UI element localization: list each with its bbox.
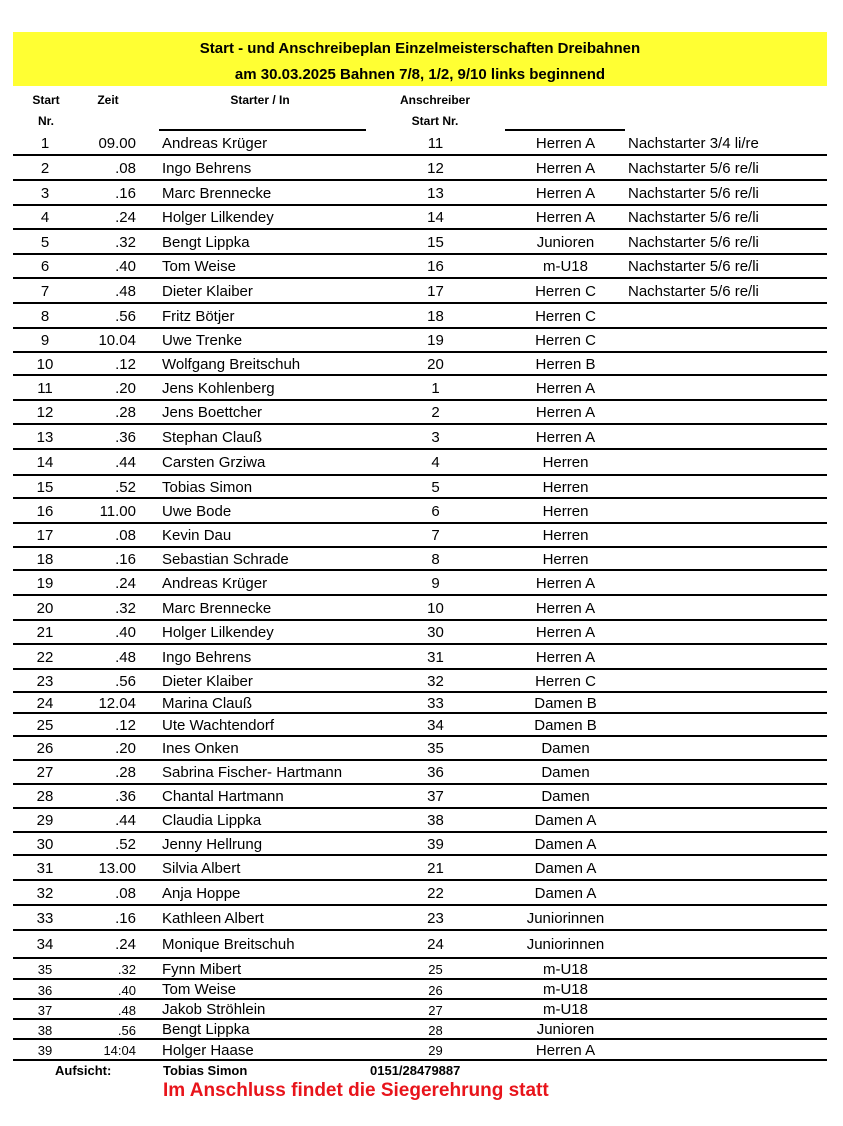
class: m-U18: [542, 961, 588, 978]
starter-name: Ute Wachtendorf: [162, 717, 274, 734]
table-row: [13, 353, 827, 376]
class: Junioren: [536, 234, 595, 251]
time: 11.00: [99, 503, 136, 520]
table-row: [13, 881, 827, 906]
note: Nachstarter 5/6 re/li: [628, 185, 759, 202]
time: .48: [117, 1003, 136, 1018]
scorer-start-nr: 29: [428, 1043, 443, 1058]
time: .32: [115, 234, 136, 251]
table-row: [13, 571, 827, 596]
table-row: [13, 425, 827, 450]
scorer-start-nr: 5: [431, 479, 440, 496]
scorer-start-nr: 22: [427, 885, 444, 902]
time: .20: [115, 740, 136, 757]
scorer-start-nr: 33: [427, 695, 444, 712]
scorer-start-nr: 35: [427, 740, 444, 757]
time: .32: [115, 600, 136, 617]
starter-name: Ingo Behrens: [162, 160, 252, 177]
start-nr: 26: [36, 740, 54, 757]
starter-name: Claudia Lippka: [162, 812, 262, 829]
starter-name: Kathleen Albert: [162, 910, 264, 927]
table-row: [13, 737, 827, 761]
start-nr: 32: [36, 885, 54, 902]
start-nr: 20: [36, 600, 54, 617]
starter-name: Stephan Clauß: [162, 429, 263, 446]
class: Herren A: [535, 1042, 596, 1059]
start-nr: 36: [37, 983, 53, 998]
class: Herren A: [535, 135, 596, 152]
start-nr: 34: [36, 936, 54, 953]
class: Herren: [542, 551, 589, 568]
starter-name: Bengt Lippka: [162, 234, 250, 251]
starter-name: Uwe Bode: [162, 503, 232, 520]
start-nr: 19: [36, 575, 54, 592]
table-row: [13, 833, 827, 856]
scorer-start-nr: 27: [428, 1003, 443, 1018]
class: Herren: [542, 454, 589, 471]
award-ceremony-note: Im Anschluss findet die Siegerehrung statt: [163, 1080, 549, 1101]
start-nr: 30: [36, 836, 54, 853]
scorer-start-nr: 38: [427, 812, 444, 829]
time: .52: [115, 836, 136, 853]
class: Herren C: [535, 308, 596, 325]
time: .56: [115, 308, 136, 325]
class: Herren: [542, 503, 589, 520]
starter-name: Uwe Trenke: [162, 332, 243, 349]
start-nr: 16: [36, 503, 54, 520]
table-row: [13, 329, 827, 353]
note: Nachstarter 3/4 li/re: [628, 135, 759, 152]
title-line-2: am 30.03.2025 Bahnen 7/8, 1/2, 9/10 links beginnend: [234, 66, 606, 83]
note: Nachstarter 5/6 re/li: [628, 209, 759, 226]
note: Nachstarter 5/6 re/li: [628, 283, 759, 300]
time: .32: [117, 962, 136, 977]
start-nr: 1: [40, 135, 50, 152]
class: Damen A: [534, 836, 597, 853]
table-row: [13, 255, 827, 279]
starter-name: Monique Breitschuh: [162, 936, 295, 953]
starter-name: Holger Lilkendey: [162, 209, 274, 226]
start-nr: 2: [40, 160, 50, 177]
header-anschreiber: Anschreiber: [399, 93, 471, 107]
time: .56: [115, 673, 136, 690]
scorer-start-nr: 21: [427, 860, 444, 877]
table-row: [13, 131, 827, 156]
time: .08: [115, 160, 136, 177]
table-row: [13, 980, 827, 1000]
table-row: [13, 1000, 827, 1020]
scorer-start-nr: 6: [431, 503, 440, 520]
class: Herren A: [535, 575, 596, 592]
class: Junioren: [536, 1021, 595, 1038]
starter-name: Andreas Krüger: [162, 575, 268, 592]
scorer-start-nr: 26: [428, 983, 443, 998]
starter-name: Anja Hoppe: [162, 885, 241, 902]
footer-aufsicht-name: Tobias Simon: [163, 1063, 248, 1078]
start-nr: 4: [40, 209, 50, 226]
time: 09.00: [98, 135, 136, 152]
scorer-start-nr: 2: [431, 404, 440, 421]
starter-name: Jakob Ströhlein: [162, 1001, 266, 1018]
start-nr: 13: [36, 429, 54, 446]
start-nr: 8: [40, 308, 50, 325]
class: Damen: [541, 740, 590, 757]
time: 12.04: [98, 695, 136, 712]
start-nr: 35: [37, 962, 53, 977]
start-nr: 6: [40, 258, 50, 275]
class: Herren C: [535, 332, 596, 349]
starter-name: Holger Haase: [162, 1042, 254, 1059]
scorer-start-nr: 28: [428, 1023, 443, 1038]
time: .36: [115, 429, 136, 446]
note: Nachstarter 5/6 re/li: [628, 160, 759, 177]
table-row: [13, 476, 827, 499]
starter-name: Kevin Dau: [162, 527, 232, 544]
time: .40: [115, 258, 136, 275]
scorer-start-nr: 4: [431, 454, 440, 471]
starter-name: Fritz Bötjer: [162, 308, 235, 325]
time: .36: [115, 788, 136, 805]
class: Juniorinnen: [526, 936, 605, 953]
class: Herren A: [535, 600, 596, 617]
class: Herren C: [535, 283, 596, 300]
table-row: [13, 156, 827, 181]
time: .48: [115, 283, 136, 300]
footer-phone: 0151/28479887: [370, 1063, 461, 1078]
scorer-start-nr: 39: [427, 836, 444, 853]
class: m-U18: [542, 981, 588, 998]
starter-name: Jenny Hellrung: [162, 836, 263, 853]
time: .52: [115, 479, 136, 496]
table-row: [13, 548, 827, 571]
scorer-start-nr: 11: [427, 135, 444, 152]
time: .44: [115, 454, 136, 471]
title-line-1: Start - und Anschreibeplan Einzelmeisterschaften Dreibahnen: [199, 40, 641, 57]
start-nr: 33: [36, 910, 54, 927]
table-row: [13, 621, 827, 645]
class: Juniorinnen: [526, 910, 605, 927]
scorer-start-nr: 18: [427, 308, 444, 325]
starter-name: Ines Onken: [162, 740, 239, 757]
start-nr: 12: [36, 404, 54, 421]
starter-name: Dieter Klaiber: [162, 283, 253, 300]
class: Damen B: [534, 695, 597, 712]
start-nr: 24: [36, 695, 54, 712]
table-row: [13, 1020, 827, 1040]
title-banner: [13, 32, 827, 86]
scorer-start-nr: 15: [427, 234, 444, 251]
table-row: [13, 761, 827, 785]
starter-name: Dieter Klaiber: [162, 673, 253, 690]
starter-name: Marc Brennecke: [162, 185, 272, 202]
time: .12: [115, 717, 136, 734]
time: .40: [117, 983, 136, 998]
footer-aufsicht-label: Aufsicht:: [55, 1063, 112, 1078]
class: Damen: [541, 788, 590, 805]
class: Damen A: [534, 812, 597, 829]
scorer-start-nr: 31: [427, 649, 444, 666]
table-row: [13, 499, 827, 524]
start-nr: 28: [36, 788, 54, 805]
starter-name: Sabrina Fischer- Hartmann: [162, 764, 343, 781]
start-nr: 10: [36, 356, 54, 373]
header-start: Start: [32, 93, 60, 107]
class: Herren A: [535, 185, 596, 202]
table-row: [13, 230, 827, 255]
time: 14:04: [103, 1043, 136, 1058]
note: Nachstarter 5/6 re/li: [628, 234, 759, 251]
start-nr: 31: [36, 860, 54, 877]
scorer-start-nr: 36: [427, 764, 444, 781]
time: .08: [115, 527, 136, 544]
table-row: [13, 524, 827, 548]
start-nr: 7: [40, 283, 50, 300]
table-row: [13, 206, 827, 230]
table-row: [13, 809, 827, 833]
starter-name: Carsten Grziwa: [162, 454, 266, 471]
class: Herren: [542, 527, 589, 544]
scorer-start-nr: 23: [427, 910, 444, 927]
table-row: [13, 450, 827, 476]
time: .56: [117, 1023, 136, 1038]
table-row: [13, 856, 827, 881]
class: Damen A: [534, 860, 597, 877]
class: m-U18: [542, 1001, 588, 1018]
starter-name: Bengt Lippka: [162, 1021, 250, 1038]
scorer-start-nr: 9: [431, 575, 440, 592]
scorer-start-nr: 3: [431, 429, 440, 446]
scorer-start-nr: 17: [427, 283, 444, 300]
start-nr: 21: [36, 624, 54, 641]
start-nr: 5: [40, 234, 50, 251]
time: 10.04: [98, 332, 136, 349]
scorer-start-nr: 34: [427, 717, 444, 734]
scorer-start-nr: 30: [427, 624, 444, 641]
table-row: [13, 279, 827, 304]
start-nr: 9: [40, 332, 50, 349]
header-starter: Starter / In: [230, 93, 290, 107]
header-zeit: Zeit: [97, 93, 119, 107]
table-row: [13, 401, 827, 425]
class: Herren A: [535, 624, 596, 641]
starter-name: Andreas Krüger: [162, 135, 268, 152]
table-row: [13, 931, 827, 959]
scorer-start-nr: 1: [431, 380, 440, 397]
table-row: [13, 693, 827, 714]
start-nr: 37: [37, 1003, 53, 1018]
starter-name: Marc Brennecke: [162, 600, 272, 617]
class: Herren A: [535, 380, 596, 397]
starter-name: Chantal Hartmann: [162, 788, 284, 805]
scorer-start-nr: 13: [427, 185, 444, 202]
class: m-U18: [542, 258, 588, 275]
starter-name: Wolfgang Breitschuh: [162, 356, 301, 373]
table-row: [13, 959, 827, 980]
time: .24: [115, 209, 136, 226]
time: .12: [115, 356, 136, 373]
scorer-start-nr: 12: [427, 160, 444, 177]
scorer-start-nr: 16: [427, 258, 444, 275]
starter-name: Marina Clauß: [162, 695, 253, 712]
table-row: [13, 181, 827, 206]
scorer-start-nr: 19: [427, 332, 444, 349]
class: Herren: [542, 479, 589, 496]
table-row: [13, 304, 827, 329]
time: .40: [115, 624, 136, 641]
scorer-start-nr: 7: [431, 527, 440, 544]
scorer-start-nr: 32: [427, 673, 444, 690]
scorer-start-nr: 14: [427, 209, 444, 226]
starter-name: Jens Kohlenberg: [162, 380, 275, 397]
time: .08: [115, 885, 136, 902]
time: .48: [115, 649, 136, 666]
table-row: [13, 376, 827, 401]
time: .20: [115, 380, 136, 397]
time: .24: [115, 575, 136, 592]
starter-name: Tobias Simon: [162, 479, 253, 496]
start-nr: 3: [40, 185, 50, 202]
class: Herren B: [535, 356, 596, 373]
starter-name: Holger Lilkendey: [162, 624, 274, 641]
scorer-start-nr: 20: [427, 356, 444, 373]
table-row: [13, 645, 827, 670]
start-nr: 22: [36, 649, 54, 666]
table-row: [13, 596, 827, 621]
time: .44: [115, 812, 136, 829]
start-nr: 25: [36, 717, 54, 734]
table-row: [13, 714, 827, 737]
scorer-start-nr: 8: [431, 551, 440, 568]
time: .28: [115, 764, 136, 781]
start-nr: 38: [37, 1023, 53, 1038]
start-nr: 39: [37, 1043, 53, 1058]
time: .16: [115, 910, 136, 927]
start-nr: 14: [36, 454, 54, 471]
starter-name: Tom Weise: [162, 258, 236, 275]
scorer-start-nr: 25: [428, 962, 443, 977]
note: Nachstarter 5/6 re/li: [628, 258, 759, 275]
starter-name: Silvia Albert: [162, 860, 241, 877]
start-nr: 27: [36, 764, 54, 781]
start-nr: 29: [36, 812, 54, 829]
start-nr: 15: [36, 479, 54, 496]
starter-name: Fynn Mibert: [162, 961, 242, 978]
class: Herren A: [535, 649, 596, 666]
class: Herren A: [535, 160, 596, 177]
class: Damen A: [534, 885, 597, 902]
time: .24: [115, 936, 136, 953]
table-row: [13, 785, 827, 809]
class: Herren A: [535, 209, 596, 226]
time: .16: [115, 551, 136, 568]
start-nr: 18: [36, 551, 54, 568]
starter-name: Sebastian Schrade: [162, 551, 289, 568]
time: .16: [115, 185, 136, 202]
time: .28: [115, 404, 136, 421]
start-nr: 23: [36, 673, 54, 690]
header-nr: Nr.: [37, 114, 54, 128]
starter-name: Ingo Behrens: [162, 649, 252, 666]
start-nr: 11: [37, 380, 53, 397]
starter-name: Jens Boettcher: [162, 404, 263, 421]
class: Herren A: [535, 404, 596, 421]
scorer-start-nr: 24: [427, 936, 444, 953]
table-row: [13, 670, 827, 693]
table-row: [13, 1040, 827, 1061]
table-row: [13, 906, 827, 931]
class: Damen: [541, 764, 590, 781]
starter-name: Tom Weise: [162, 981, 236, 998]
scorer-start-nr: 37: [427, 788, 444, 805]
scorer-start-nr: 10: [427, 600, 444, 617]
header-anschreiber-start-nr: Start Nr.: [411, 114, 459, 128]
class: Damen B: [534, 717, 597, 734]
start-nr: 17: [36, 527, 54, 544]
time: 13.00: [98, 860, 136, 877]
class: Herren C: [535, 673, 596, 690]
class: Herren A: [535, 429, 596, 446]
